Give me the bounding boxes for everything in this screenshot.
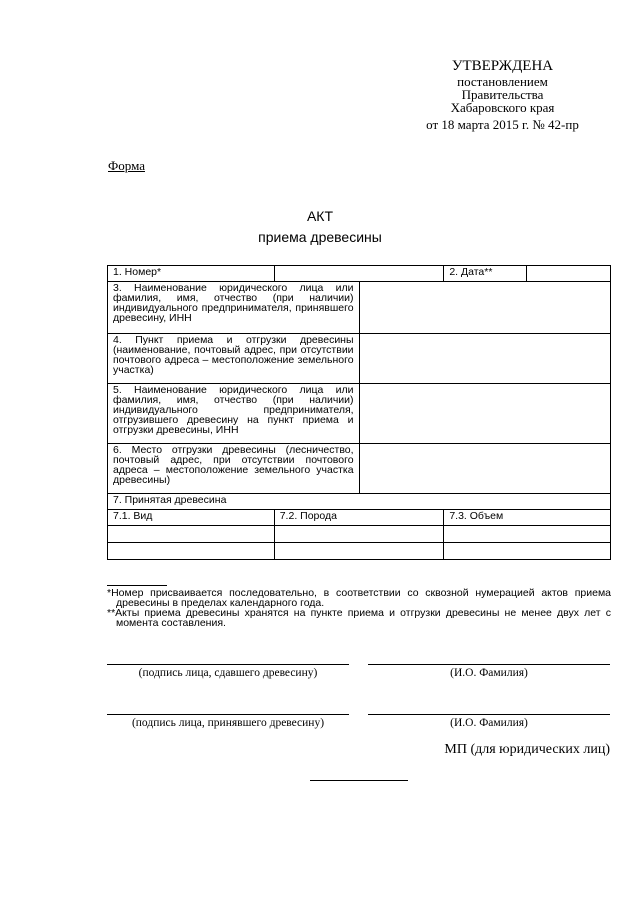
approval-line-2: Правительства <box>461 87 544 102</box>
footnote-2: **Акты приема древесины хранятся на пункте приема и отгрузки древесины не менее двух лет с момента составления. <box>107 607 611 629</box>
footnote-1: *Номер присваивается последовательно, в соответствии со сквозной нумерацией актов приема древесины в пределах календарного года. <box>107 587 611 609</box>
row-4-value[interactable] <box>359 334 610 384</box>
date-value-cell[interactable] <box>527 266 611 282</box>
row-3-value[interactable] <box>359 282 610 334</box>
table-cell[interactable] <box>444 526 611 543</box>
row-6-value[interactable] <box>359 444 610 494</box>
receiver-signature-label: (подпись лица, принявшего древесину) <box>131 717 325 729</box>
giver-signature-label: (подпись лица, сдавшего древесину) <box>138 667 318 679</box>
document-subtitle: приема древесины <box>258 229 382 245</box>
giver-name-line[interactable] <box>368 664 610 665</box>
document-title: АКТ <box>306 208 334 224</box>
table-cell[interactable] <box>274 526 444 543</box>
column-breed-header: 7.2. Порода <box>274 510 444 526</box>
act-table <box>107 265 611 560</box>
document-heading <box>0 206 640 248</box>
number-value-cell[interactable] <box>274 266 444 282</box>
giver-signature-line[interactable] <box>107 664 349 665</box>
approval-title: УТВЕРЖДЕНА <box>451 58 554 74</box>
closing-line <box>310 780 408 781</box>
receiver-signature-line[interactable] <box>107 714 349 715</box>
approval-date: от 18 марта 2015 г. № 42-пр <box>426 117 579 132</box>
receiver-name-line[interactable] <box>368 714 610 715</box>
footnote-separator <box>107 585 167 586</box>
giver-name-label: (И.О. Фамилия) <box>450 667 528 679</box>
table-cell[interactable] <box>274 543 444 560</box>
row-5-value[interactable] <box>359 384 610 444</box>
approval-line-1: постановлением <box>457 74 548 89</box>
column-type-header: 7.1. Вид <box>108 510 275 526</box>
row-3-label: 3. Наименование юридического лица или фамилия, имя, отчество (при наличии) индивидуального предпринимателя, принявшего древесину, ИНН <box>108 282 360 334</box>
row-5-label: 5. Наименование юридического лица или фамилия, имя, отчество (при наличии) индивидуального предпринимателя, отгрузившего древесину на пункт приема и отгрузки древесины, ИНН <box>108 384 360 444</box>
column-volume-header: 7.3. Объем <box>444 510 611 526</box>
approval-line-3: Хабаровского края <box>450 100 555 115</box>
row-4-label: 4. Пункт приема и отгрузки древесины (наименование, почтовый адрес, при отсутствии почтового адреса – местоположение земельного участка) <box>108 334 360 384</box>
date-label-cell: 2. Дата** <box>444 266 527 282</box>
table-cell[interactable] <box>444 543 611 560</box>
table-cell[interactable] <box>108 526 275 543</box>
form-label: Форма <box>108 158 145 173</box>
approval-block <box>400 58 605 131</box>
stamp-note: МП (для юридических лиц) <box>444 742 610 757</box>
number-label-cell: 1. Номер* <box>108 266 275 282</box>
footnotes <box>107 585 611 628</box>
receiver-name-label: (И.О. Фамилия) <box>450 717 528 729</box>
row-7-label: 7. Принятая древесина <box>108 494 611 510</box>
table-cell[interactable] <box>108 543 275 560</box>
row-6-label: 6. Место отгрузки древесины (лесничество, почтовый адрес, при отсутствии почтового адреса – местоположение земельного участка древесины) <box>108 444 360 494</box>
